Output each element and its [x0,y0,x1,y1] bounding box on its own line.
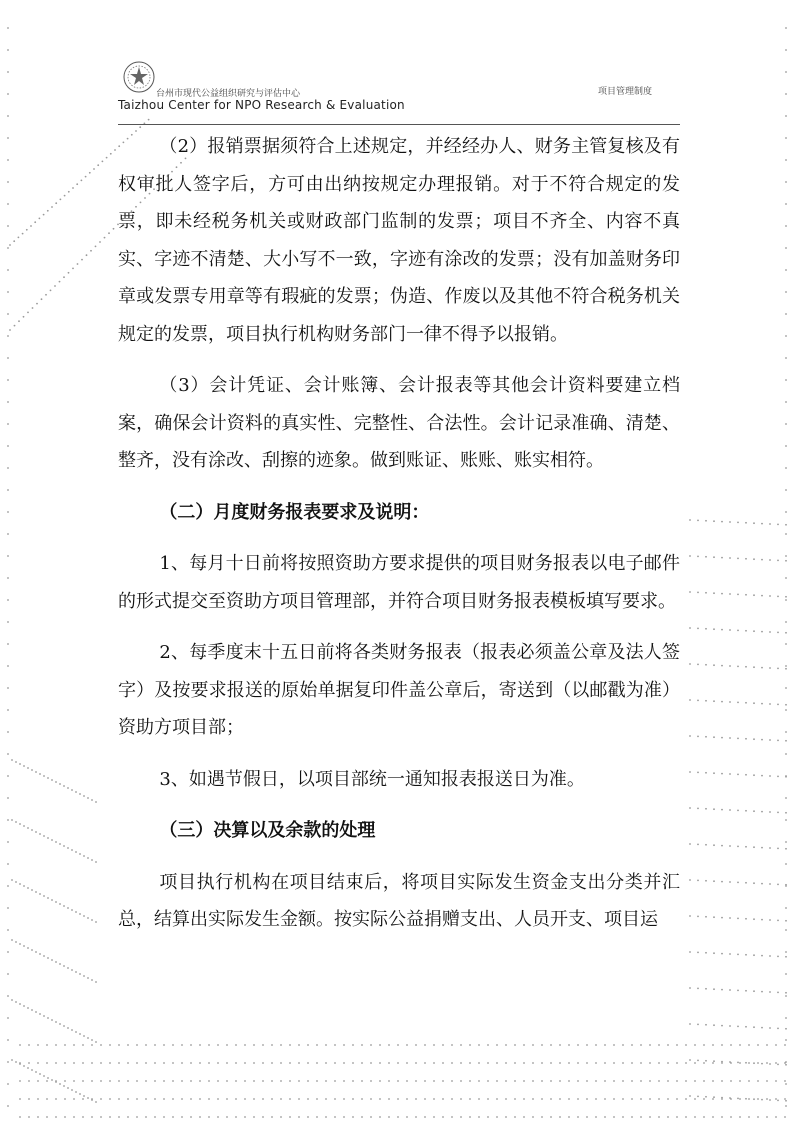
section-heading-final-accounts: （三）决算以及余款的处理 [159,820,376,841]
paragraph-quarterly-reports: 2、每季度末十五日前将各类财务报表（报表必须盖公章及法人签字）及按要求报送的原始单据复印件盖公章后，寄送到（以邮戳为准）资助方项目部； [118,642,680,738]
org-name-chinese: 台州市现代公益组织研究与评估中心 [156,89,301,99]
document-body [118,128,680,939]
section-heading-monthly-reports: （二）月度财务报表要求及说明： [159,501,430,523]
header-rule [118,124,680,125]
paragraph-monthly-email: 1、每月十日前将按照资助方要求提供的项目财务报表以电子邮件的形式提交至资助方项目管理部，并符合项目财务报表模板填写要求。 [118,553,680,612]
seal-logo-icon [122,60,156,94]
document-category: 项目管理制度 [597,87,652,97]
paragraph-receipt-rules: （2）报销票据须符合上述规定，并经经办人、财务主管复核及有权审批人签字后，方可由出纳按规定办理报销。对于不符合规定的发票，即未经税务机关或财政部门监制的发票；项目不齐全、内容不真实、字迹不清楚、大小写不一致，字迹有涂改的发票；没有加盖财务印章或发票专用章等有瑕疵的发票；伪造、作废以及其他不符合税务机关规定的发票，项目执行机构财务部门一律不得予以报销。 [118,136,680,345]
page-header [118,58,680,126]
org-name-english: Taizhou Center for NPO Research & Evaluation [118,98,405,112]
paragraph-accounting-records: （3）会计凭证、会计账簿、会计报表等其他会计资料要建立档案，确保会计资料的真实性、完整性、合法性。会计记录准确、清楚、整齐，没有涂改、刮擦的迹象。做到账证、账账、账实相符。 [118,375,680,471]
paragraph-holidays: 3、如遇节假日，以项目部统一通知报表报送日为准。 [159,768,585,790]
paragraph-final-accounts: 项目执行机构在项目结束后，将项目实际发生资金支出分类并汇总，结算出实际发生金额。按实际公益捐赠支出、人员开支、项目运 [118,871,680,930]
